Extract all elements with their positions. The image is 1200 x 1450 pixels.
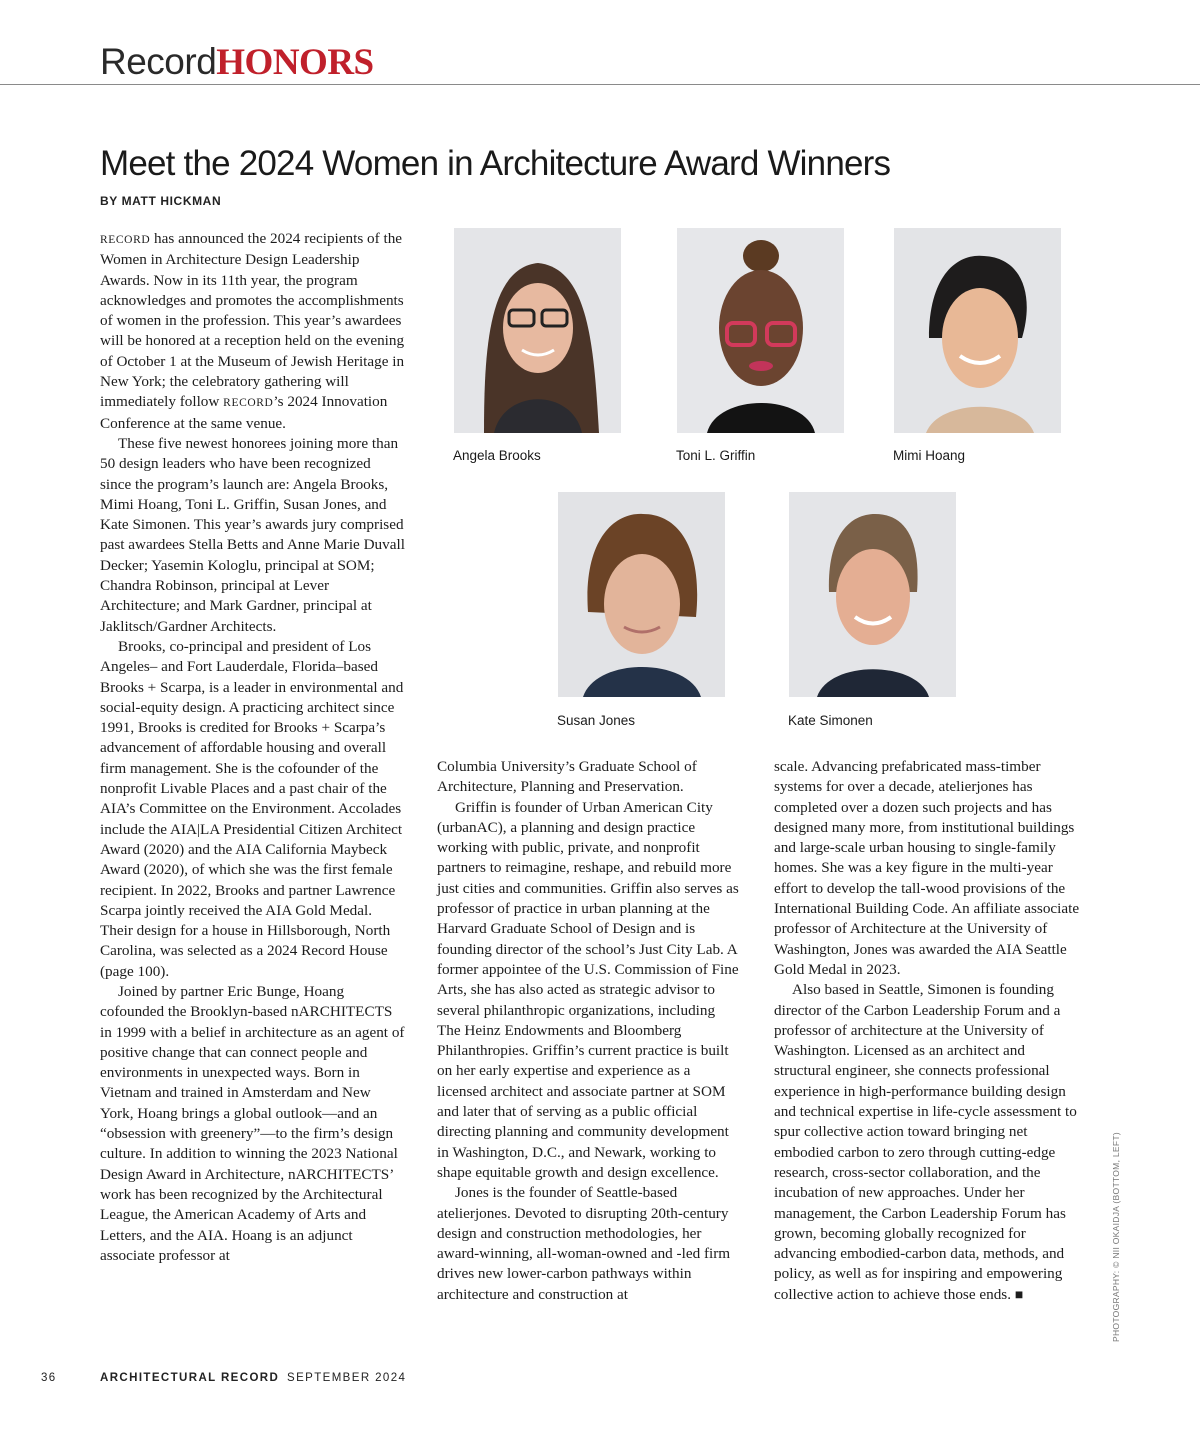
article-headline: Meet the 2024 Women in Architecture Award Winners: [100, 144, 891, 183]
article-byline: BY MATT HICKMAN: [100, 194, 222, 208]
paragraph-brooks: Brooks, co-principal and president of Los Angeles– and Fort Lauderdale, Florida–based Brooks + Scarpa, is a leader in environmental and social-equity design. A practicing architect since 1991, Brooks is credited for Brooks + Scarpa’s advancement of affordable housing and overall firm management. She is the cofounder of the nonprofit Livable Places and a past chair of the AIA’s Committee on the Environment. Accolades include the AIA|LA Presidential Citizen Architect Award (2020) and the AIA California Maybeck Award (2020), of which she was the first female recipient. In 2022, Brooks and partner Lawrence Scarpa jointly received the AIA Gold Medal. Their design for a house in Hillsborough, North Carolina, was selected as a 2024 Record House (page 100).: [100, 637, 404, 980]
issue-date: SEPTEMBER 2024: [287, 1372, 407, 1384]
portrait-toni-l-griffin: [677, 228, 844, 433]
photo-caption: Susan Jones: [557, 713, 636, 728]
portrait-susan-jones: [558, 492, 725, 697]
section-kicker: Record: [100, 41, 217, 82]
article-column-2: [437, 757, 742, 1305]
paragraph-griffin: Griffin is founder of Urban American City (urbanAC), a planning and design practice working with public, private, and nonprofit partners to reimagine, reshape, and rebuild more just cities and communities. Griffin also serves as professor of practice in urban planning at the Harvard Graduate School of Design and is founding director of the school’s Just City Lab. A former appointee of the U.S. Commission of Fine Arts, she has also acted as strategic advisor to several philanthropic organizations, including The Heinz Endowments and Bloomberg Philanthropies. Griffin’s current practice is built on her early expertise and experience as a licensed architect and associate partner at SOM and later that of serving as a public official directing planning and community development in Washington, D.C., and Newark, working to shape equitable growth and design excellence.: [437, 798, 739, 1181]
smallcap-record: RECORD: [223, 397, 274, 410]
photo-caption: Kate Simonen: [788, 713, 873, 728]
end-mark: ■: [1014, 1287, 1024, 1303]
paragraph-hoang: Joined by partner Eric Bunge, Hoang cofounded the Brooklyn-based nARCHITECTS in 1999 with a belief in architecture as an agent of positive change that can connect people and environments in unexpected ways. Born in Vietnam and trained in Amsterdam and New York, Hoang brings a global outlook—and an “obsession with greenery”—to the firm’s design culture. In addition to winning the 2023 National Design Award in Architecture, nARCHITECTS’ work has been recognized by the Architectural League, the American Academy of Arts and Letters, and the AIA. Hoang is an adjunct associate professor at: [100, 982, 405, 1264]
photo-credit: PHOTOGRAPHY: © NII OKAIDJA (BOTTOM, LEFT): [1111, 1132, 1121, 1342]
paragraph-honorees: These five newest honorees joining more than 50 design leaders who have been recognized since the program’s launch are: Angela Brooks, Mimi Hoang, Toni L. Griffin, Susan Jones, and Kate Simonen. This year’s awards jury comprised past awardees Stella Betts and Anne Marie Duvall Decker; Yasemin Kologlu, principal at SOM; Chandra Robinson, principal at Lever Architecture; and Mark Gardner, principal at Jaklitsch/Gardner Architects.: [100, 434, 405, 635]
paragraph-jones-cont: scale. Advancing prefabricated mass-timber systems for over a decade, atelierjones has completed over a dozen such projects and has designed many more, from institutional buildings and large-scale urban housing to single-family homes. She was a key figure in the multi-year effort to develop the tall-wood provisions of the International Building Code. An affiliate associate professor of Architecture at the University of Washington, Jones was awarded the AIA Seattle Gold Medal in 2023.: [774, 758, 1080, 978]
paragraph-simonen: Also based in Seattle, Simonen is founding director of the Carbon Leadership Forum and a professor of architecture at the University of Washington. Licensed as an architect and structural engineer, she connects professional experience in high-performance building design and technical expertise in life-cycle assessment to spur collective action toward bringing net embodied carbon to zero through cutting-edge research, cross-sector collaboration, and the incubation of new approaches. Under her management, the Carbon Leadership Forum has grown, becoming globally recognized for advancing embodied-carbon data, methods, and policy, as well as for inspiring and empowering collective action to achieve those ends. ■: [774, 981, 1077, 1303]
paragraph-jones: Jones is the founder of Seattle-based atelierjones. Devoted to disrupting 20th-century design and construction methodologies, her award-winning, all-woman-owned and -led firm drives new lower-carbon pathways within architecture and construction at: [437, 1184, 731, 1303]
paragraph-intro: RECORD has announced the 2024 recipients of the Women in Architecture Design Leadership Awards. Now in its 11th year, the program acknowledges and promotes the accomplishments of women in the profession. This year’s awardees will be honored at a reception held on the evening of October 1 at the Museum of Jewish Heritage in New York; the celebratory gathering will immediately follow RECORD’s 2024 Innovation Conference at the same venue.: [100, 230, 405, 432]
portrait-mimi-hoang: [894, 228, 1061, 433]
photo-caption: Angela Brooks: [453, 448, 541, 463]
portrait-angela-brooks: [454, 228, 621, 433]
paragraph-hoang-cont: Columbia University’s Graduate School of Architecture, Planning and Preservation.: [437, 758, 697, 796]
portrait-kate-simonen: [789, 492, 956, 697]
section-header: [100, 40, 374, 85]
smallcap-record: RECORD: [100, 234, 151, 246]
photo-caption: Mimi Hoang: [893, 448, 966, 463]
page-number: 36: [41, 1372, 57, 1384]
header-rule: [0, 84, 1200, 85]
article-column-3: [774, 757, 1086, 1306]
article-column-1: [100, 229, 405, 1266]
magazine-name: ARCHITECTURAL RECORD: [100, 1372, 280, 1384]
section-name: HONORS: [216, 42, 374, 83]
photo-caption: Toni L. Griffin: [676, 448, 756, 463]
